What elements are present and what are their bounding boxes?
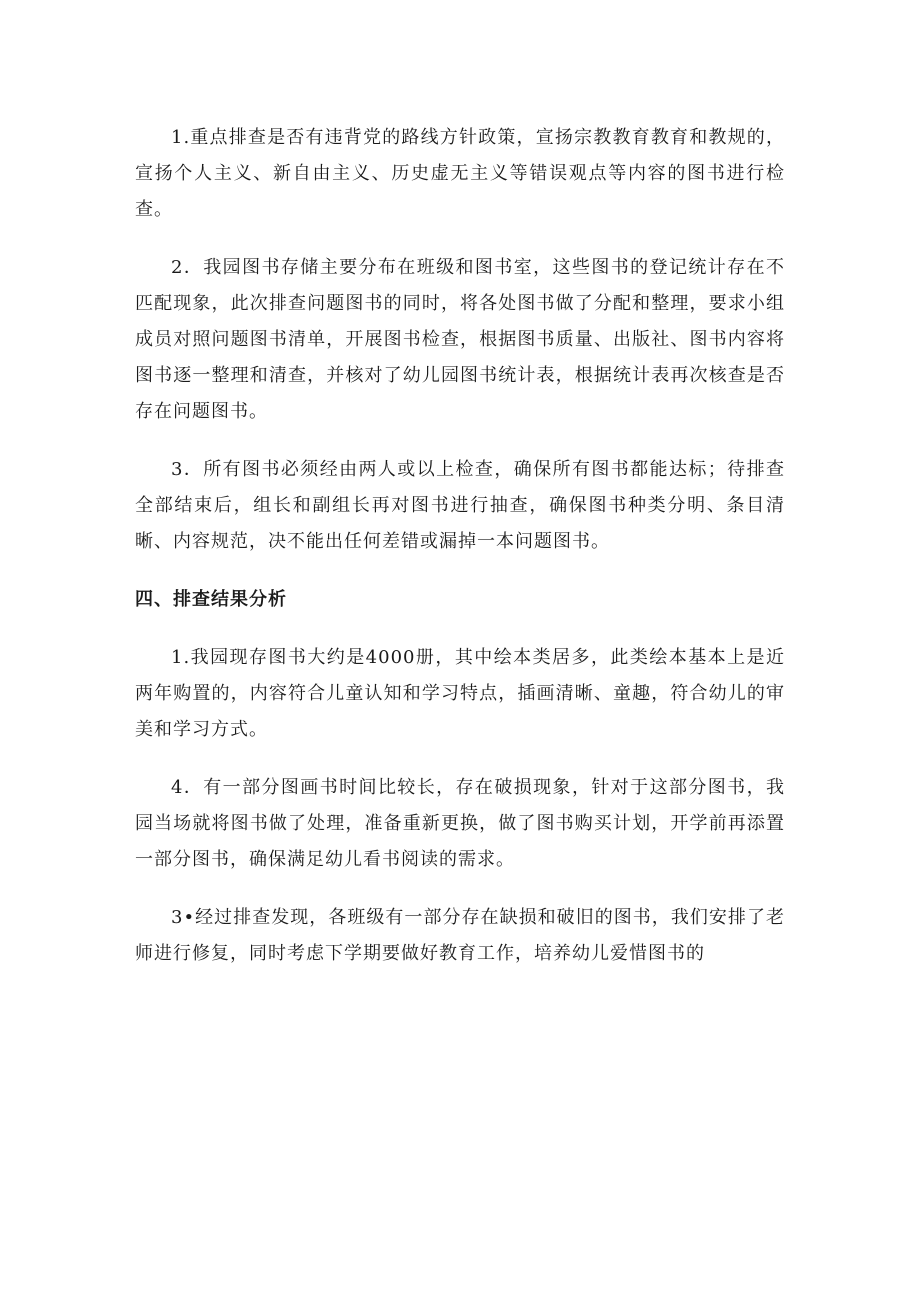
paragraph-1: 1.重点排查是否有违背党的路线方针政策，宣扬宗教教育教育和教规的，宣扬个人主义、新自由主义、历史虚无主义等错误观点等内容的图书进行检查。 bbox=[135, 127, 785, 220]
result-paragraph-2: 4．有一部分图画书时间比较长，存在破损现象，针对于这部分图书，我园当场就将图书做了处理，准备重新更换，做了图书购买计划，开学前再添置一部分图书，确保满足幼儿看书阅读的需求。 bbox=[135, 777, 785, 870]
result-paragraph-1: 1.我园现存图书大约是4000册，其中绘本类居多，此类绘本基本上是近两年购置的，内容符合儿童认知和学习特点，插画清晰、童趣，符合幼儿的审美和学习方式。 bbox=[135, 647, 785, 740]
result-paragraph-3: 3•经过排查发现，各班级有一部分存在缺损和破旧的图书，我们安排了老师进行修复，同时考虑下学期要做好教育工作，培养幼儿爱惜图书的 bbox=[135, 907, 785, 964]
paragraph-3: 3．所有图书必须经由两人或以上检查，确保所有图书都能达标；待排查全部结束后，组长和副组长再对图书进行抽查，确保图书种类分明、条目清晰、内容规范，决不能出任何差错或漏掉一本问题图书。 bbox=[135, 459, 785, 552]
document-page bbox=[135, 120, 785, 994]
paragraph-2: 2．我园图书存储主要分布在班级和图书室，这些图书的登记统计存在不匹配现象，此次排查问题图书的同时，将各处图书做了分配和整理，要求小组成员对照问题图书清单，开展图书检查，根据图书质量、出版社、图书内容将图书逐一整理和清查，并核对了幼儿园图书统计表，根据统计表再次核查是否存在问题图书。 bbox=[135, 257, 785, 422]
section-heading: 四、排查结果分析 bbox=[135, 589, 287, 610]
